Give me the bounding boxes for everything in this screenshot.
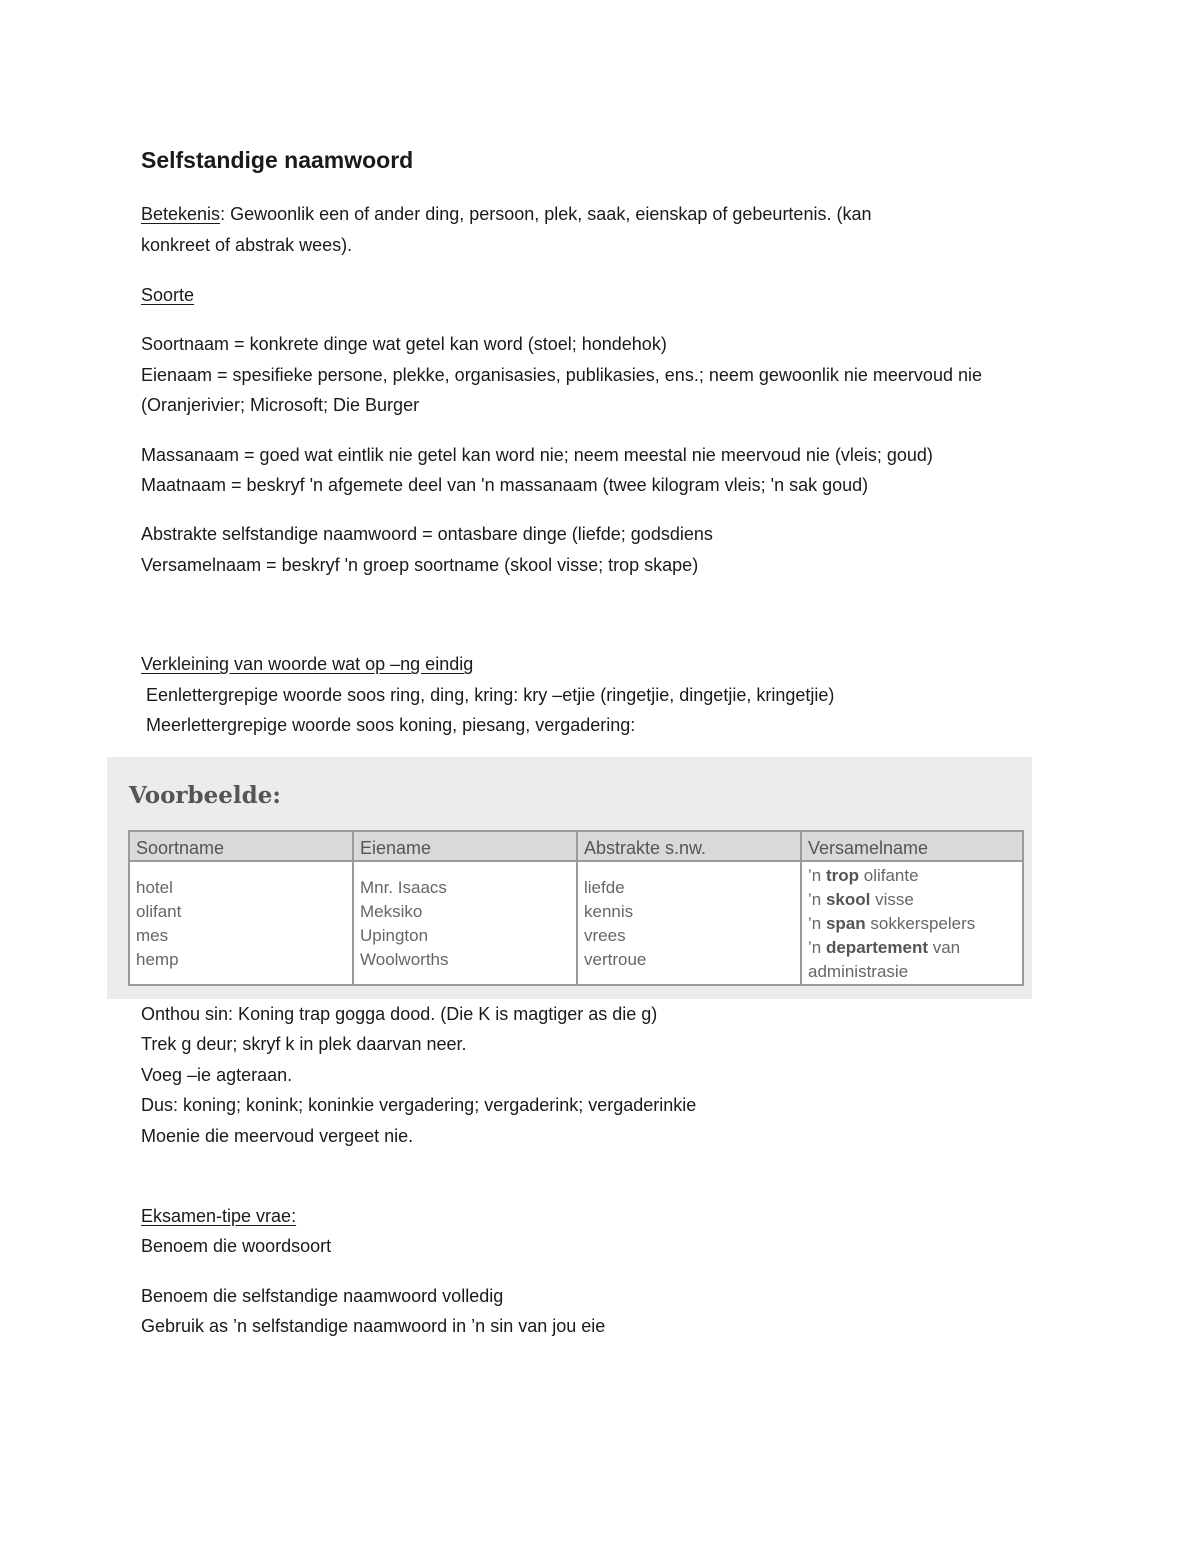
example-cell-prefix: ’n — [808, 866, 826, 885]
example-cell: Upington — [360, 926, 429, 945]
exam-line: Benoem die woordsoort — [141, 1236, 332, 1256]
definition-text: : Gewoonlik een of ander ding, persoon, plek, saak, eienskap of gebeurtenis. (kan — [220, 204, 872, 224]
example-title: Voorbeelde: — [129, 782, 281, 809]
exam-line: Benoem die selfstandige naamwoord volledig — [141, 1286, 504, 1306]
example-cell — [808, 888, 975, 912]
example-column-abstrakte — [576, 832, 801, 984]
example-column-soortname — [130, 832, 353, 984]
example-cell-list — [136, 876, 181, 972]
soorte-line: Abstrakte selfstandige naamwoord = ontasbare dinge (liefde; godsdiens — [141, 524, 713, 544]
example-cell — [808, 912, 975, 936]
example-cell-list — [360, 876, 449, 972]
page-title: Selfstandige naamwoord — [141, 147, 414, 173]
example-header-cell: Eiename — [360, 838, 432, 858]
example-cell-list — [584, 876, 646, 972]
onthou-line: Voeg –ie agteraan. — [141, 1065, 293, 1085]
example-header-cell: Abstrakte s.nw. — [584, 838, 707, 858]
example-cell-prefix: ’n — [808, 938, 826, 957]
verkleining-heading: Verkleining van woorde wat op –ng eindig — [141, 654, 474, 674]
example-cell — [808, 960, 975, 984]
example-cell: hotel — [136, 878, 173, 897]
definition-label: Betekenis — [141, 204, 221, 224]
example-cell-bold: span — [825, 914, 866, 933]
example-cell — [808, 936, 975, 960]
example-header-cell: Soortname — [136, 838, 225, 858]
example-cell-bold: departement — [825, 938, 928, 957]
soorte-line: Soortnaam = konkrete dinge wat getel kan word (stoel; hondehok) — [141, 334, 667, 354]
example-cell-prefix: ’n — [808, 914, 826, 933]
example-cell-list — [808, 864, 975, 984]
example-cell-prefix: ’n — [808, 890, 826, 909]
exam-line: Gebruik as ’n selfstandige naamwoord in ’n sin van jou eie — [141, 1316, 606, 1336]
verkleining-line: Meerlettergrepige woorde soos koning, piesang, vergadering: — [146, 715, 636, 735]
example-cell-bold: skool — [825, 890, 871, 909]
example-cell: olifant — [136, 902, 182, 921]
example-cell-rest: olifante — [859, 866, 919, 885]
onthou-line: Trek g deur; skryf k in plek daarvan neer. — [141, 1034, 467, 1054]
example-cell: mes — [136, 926, 169, 945]
onthou-line: Moenie die meervoud vergeet nie. — [141, 1126, 414, 1146]
example-column-eiename — [352, 832, 577, 984]
definition-line-2: konkreet of abstrak wees). — [141, 235, 353, 255]
example-cell: liefde — [584, 878, 625, 897]
example-column-versamelname — [800, 832, 1022, 984]
example-cell-rest: sokkerspelers — [865, 914, 976, 933]
example-cell-bold: trop — [825, 866, 860, 885]
example-image — [107, 757, 1032, 999]
soorte-line: Massanaam = goed wat eintlik nie getel kan word nie; neem meestal nie meervoud nie (vleis; goud) — [141, 445, 933, 465]
example-table — [128, 830, 1024, 986]
example-cell: vrees — [584, 926, 626, 945]
example-cell: kennis — [584, 902, 634, 921]
soorte-line: Eienaam = spesifieke persone, plekke, organisasies, publikasies, ens.; neem gewoonlik nie meervoud nie — [141, 365, 982, 385]
example-header-cell: Versamelname — [808, 838, 929, 858]
example-cell: vertroue — [584, 950, 647, 969]
soorte-line: Maatnaam = beskryf 'n afgemete deel van 'n massanaam (twee kilogram vleis; 'n sak goud) — [141, 475, 869, 495]
example-cell: Mnr. Isaacs — [360, 878, 447, 897]
soorte-line: Versamelnaam = beskryf 'n groep soortname (skool visse; trop skape) — [141, 555, 699, 575]
example-cell: Woolworths — [360, 950, 449, 969]
example-cell: hemp — [136, 950, 179, 969]
definition-line-1 — [141, 202, 871, 226]
example-cell — [808, 864, 975, 888]
onthou-line: Onthou sin: Koning trap gogga dood. (Die K is magtiger as die g) — [141, 1004, 658, 1024]
soorte-line: (Oranjerivier; Microsoft; Die Burger — [141, 395, 420, 415]
exam-heading: Eksamen-tipe vrae: — [141, 1206, 297, 1226]
example-cell: Meksiko — [360, 902, 423, 921]
onthou-line: Dus: koning; konink; koninkie vergadering; vergaderink; vergaderinkie — [141, 1095, 697, 1115]
example-cell-rest: van — [928, 938, 961, 957]
example-cell-rest: visse — [870, 890, 914, 909]
soorte-heading: Soorte — [141, 285, 195, 305]
verkleining-line: Eenlettergrepige woorde soos ring, ding, kring: kry –etjie (ringetjie, dingetjie, kringetjie) — [146, 685, 835, 705]
example-cell-rest: administrasie — [808, 962, 909, 981]
